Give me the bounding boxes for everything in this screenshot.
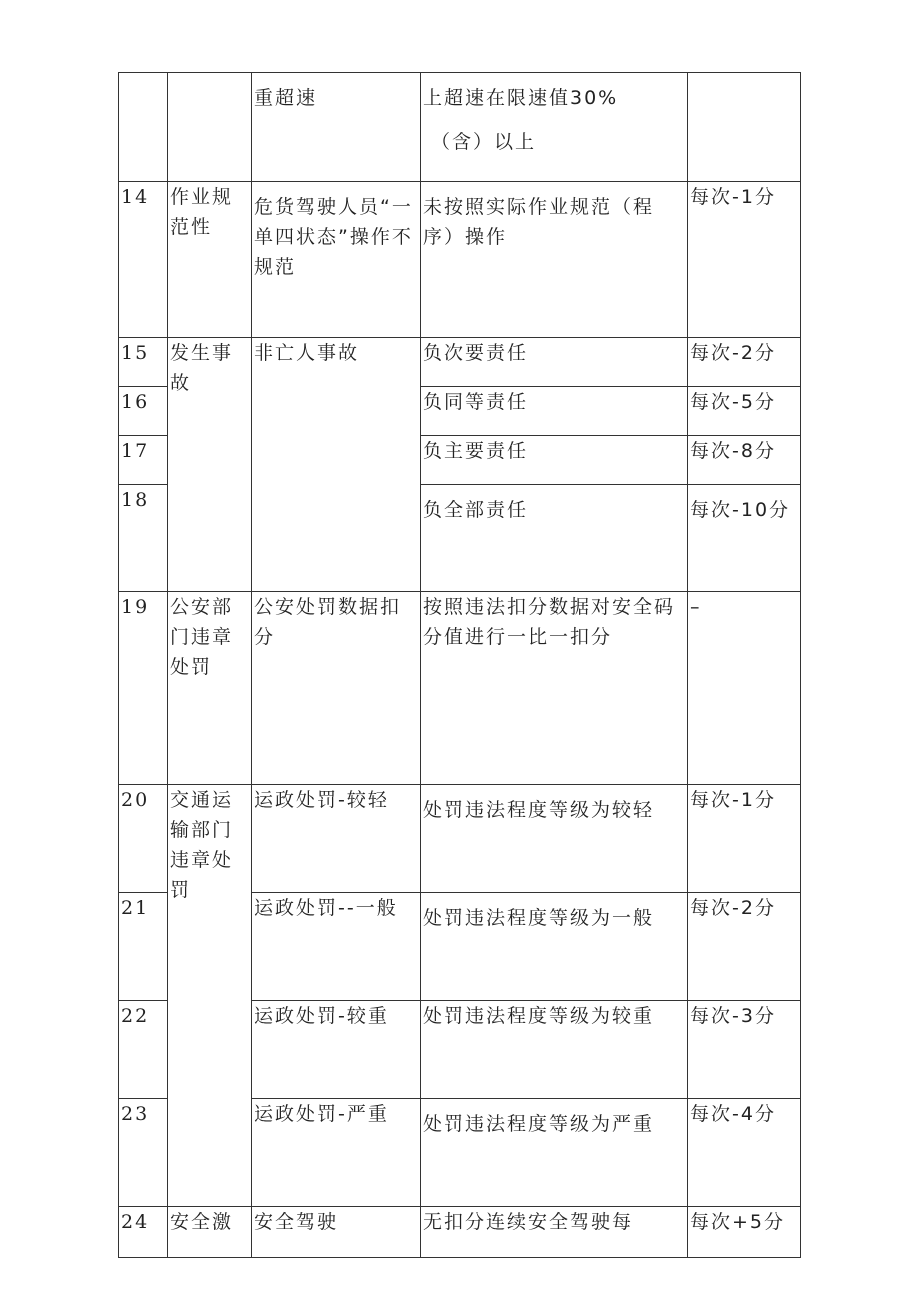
score-cell: 每次-4分 [688,1099,801,1207]
table-row [119,1207,801,1258]
category-cell: 交通运输部门违章处罚 [168,785,252,1207]
item-cell: 运政处罚-较重 [252,1001,421,1099]
item-cell: 运政处罚-较轻 [252,785,421,893]
number-cell: 15 [119,338,168,387]
standard-cell: 处罚违法程度等级为严重 [421,1099,688,1207]
number-cell [119,73,168,182]
standard-line: （含）以上 [431,131,537,153]
category-cell: 作业规范性 [168,182,252,338]
standard-cell: 处罚违法程度等级为较重 [421,1001,688,1099]
item-cell: 非亡人事故 [252,338,421,592]
score-cell: 每次+5分 [688,1207,801,1258]
number-cell: 18 [119,485,168,592]
item-cell: 重超速 [252,73,421,182]
category-cell: 发生事故 [168,338,252,592]
standard-cell: 处罚违法程度等级为一般 [421,893,688,1001]
number-cell: 14 [119,182,168,338]
score-cell: 每次-2分 [688,893,801,1001]
item-cell: 公安处罚数据扣分 [252,592,421,785]
number-cell: 23 [119,1099,168,1207]
category-cell: 公安部门违章处罚 [168,592,252,785]
table-row [119,182,801,338]
number-cell: 19 [119,592,168,785]
number-cell: 22 [119,1001,168,1099]
score-cell [688,73,801,182]
table-row [119,73,801,182]
standard-cell: 无扣分连续安全驾驶每 [421,1207,688,1258]
standard-cell: 负同等责任 [421,387,688,436]
item-cell: 危货驾驶人员“一单四状态”操作不规范 [252,182,421,338]
standard-cell: 未按照实际作业规范（程序）操作 [421,182,688,338]
category-cell [168,73,252,182]
number-cell: 21 [119,893,168,1001]
score-cell: 每次-2分 [688,338,801,387]
score-cell: 每次-1分 [688,785,801,893]
item-cell: 运政处罚--一般 [252,893,421,1001]
number-cell: 16 [119,387,168,436]
score-cell: 每次-1分 [688,182,801,338]
score-cell: 每次-3分 [688,1001,801,1099]
standard-cell: 负次要责任 [421,338,688,387]
standard-cell: 负全部责任 [421,485,688,592]
scoring-rules-table [118,72,801,1258]
number-cell: 20 [119,785,168,893]
score-cell: – [688,592,801,785]
number-cell: 17 [119,436,168,485]
score-cell: 每次-8分 [688,436,801,485]
table-row [119,338,801,387]
score-cell: 每次-5分 [688,387,801,436]
standard-cell: 按照违法扣分数据对安全码分值进行一比一扣分 [421,592,688,785]
table-row [119,785,801,893]
score-cell: 每次-10分 [688,485,801,592]
standard-cell [421,73,688,182]
standard-cell: 负主要责任 [421,436,688,485]
standard-cell: 处罚违法程度等级为较轻 [421,785,688,893]
standard-line: 上超速在限速值30% [423,87,619,109]
item-cell: 安全驾驶 [252,1207,421,1258]
category-cell: 安全激 [168,1207,252,1258]
item-cell: 运政处罚-严重 [252,1099,421,1207]
number-cell: 24 [119,1207,168,1258]
table-row [119,592,801,785]
